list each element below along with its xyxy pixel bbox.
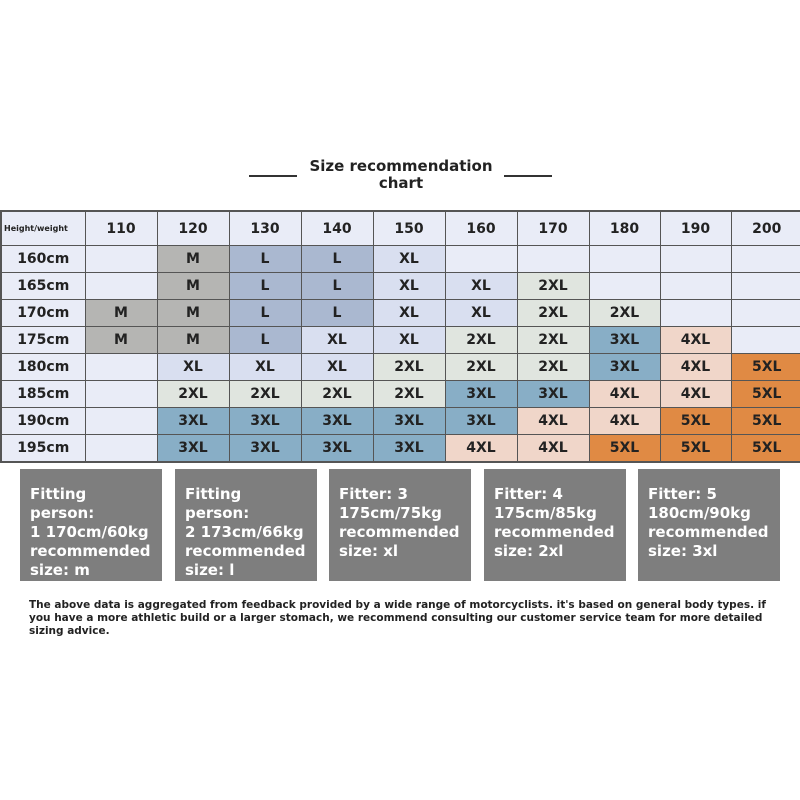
size-cell: XL [373,300,445,327]
size-cell [660,300,731,327]
table-row [1,354,800,381]
size-cell: L [301,300,373,327]
size-cell: 5XL [731,435,800,463]
size-cell: 5XL [589,435,660,463]
size-cell: XL [445,300,517,327]
size-cell: L [301,246,373,273]
fitter-card [484,469,626,581]
weight-header-cell: 110 [85,211,157,246]
size-cell: XL [157,354,229,381]
size-chart-table [0,210,800,463]
size-cell: 4XL [589,408,660,435]
size-cell: L [229,246,301,273]
size-cell [731,300,800,327]
size-cell: 2XL [517,327,589,354]
table-row [1,300,800,327]
size-cell: 2XL [373,381,445,408]
fitter-card [638,469,780,581]
table-row [1,408,800,435]
size-cell [85,435,157,463]
size-cell [85,408,157,435]
size-cell: 4XL [517,408,589,435]
size-cell: 3XL [157,435,229,463]
size-cell: XL [373,327,445,354]
height-label: 165cm [1,273,85,300]
size-cell [85,354,157,381]
size-cell: L [301,273,373,300]
size-cell: 4XL [445,435,517,463]
fitter-line: size: 2xl [494,542,564,560]
size-cell: L [229,300,301,327]
size-cell: 5XL [660,435,731,463]
size-cell: 3XL [301,435,373,463]
size-cell [660,273,731,300]
fitter-line: 175cm/75kg [339,504,442,522]
fitter-line: 2 173cm/66kg [185,523,304,541]
fitter-line: Fitter: 5 [648,485,717,503]
fitter-line: recommended [648,523,769,541]
page-title: Size recommendation chart [309,157,493,192]
size-cell: 3XL [301,408,373,435]
fitter-line: size: m [30,561,90,579]
size-cell: 3XL [517,381,589,408]
size-cell: XL [301,354,373,381]
size-cell: 2XL [517,273,589,300]
size-cell: M [85,300,157,327]
size-cell [85,246,157,273]
height-label: 170cm [1,300,85,327]
height-label: 190cm [1,408,85,435]
fitter-line: recommended [30,542,151,560]
table-row [1,246,800,273]
fitter-card [175,469,317,581]
size-cell [85,273,157,300]
weight-header-cell: 170 [517,211,589,246]
fitter-line: Fitting person: [30,485,95,522]
size-cell: XL [373,273,445,300]
size-cell: 2XL [373,354,445,381]
weight-header-cell: 140 [301,211,373,246]
fitter-line: 175cm/85kg [494,504,597,522]
size-cell: M [157,327,229,354]
size-cell [731,327,800,354]
size-cell: L [229,327,301,354]
chart-title-block [0,158,800,198]
size-cell: L [229,273,301,300]
size-cell: 2XL [229,381,301,408]
size-cell [589,273,660,300]
size-cell [517,246,589,273]
fitter-line: recommended [185,542,306,560]
table-row [1,435,800,463]
size-cell: 5XL [731,381,800,408]
size-cell: 2XL [517,300,589,327]
weight-header-cell: 150 [373,211,445,246]
title-rule-right [504,175,552,177]
fitter-card [20,469,162,581]
height-label: 160cm [1,246,85,273]
fitter-line: Fitter: 3 [339,485,408,503]
fitter-line: recommended [339,523,460,541]
size-cell: 2XL [445,354,517,381]
fitter-line: 1 170cm/60kg [30,523,149,541]
size-cell [85,381,157,408]
fitter-card [329,469,471,581]
size-cell: 3XL [589,327,660,354]
size-cell: 2XL [157,381,229,408]
size-cell: 2XL [301,381,373,408]
size-cell: 3XL [373,435,445,463]
size-cell: 4XL [517,435,589,463]
size-cell [660,246,731,273]
size-cell: XL [229,354,301,381]
weight-header-cell: 190 [660,211,731,246]
size-cell: 2XL [589,300,660,327]
height-label: 185cm [1,381,85,408]
title-rule-left [249,175,297,177]
size-cell: 3XL [157,408,229,435]
size-cell [731,273,800,300]
size-cell: 5XL [731,354,800,381]
size-cell: M [157,273,229,300]
table-row [1,273,800,300]
fitter-line: size: xl [339,542,399,560]
corner-label: Height/weight [1,211,85,246]
weight-header-cell: 180 [589,211,660,246]
height-label: 180cm [1,354,85,381]
weight-header-row [1,211,800,246]
size-cell [589,246,660,273]
size-cell: 5XL [731,408,800,435]
size-cell [731,246,800,273]
height-label: 175cm [1,327,85,354]
weight-header-cell: 120 [157,211,229,246]
weight-header-cell: 200 [731,211,800,246]
size-cell: 3XL [589,354,660,381]
height-label: 195cm [1,435,85,463]
table-row [1,381,800,408]
size-cell: M [157,300,229,327]
size-cell: XL [445,273,517,300]
weight-header-cell: 160 [445,211,517,246]
size-cell [445,246,517,273]
size-cell: XL [301,327,373,354]
size-cell: 5XL [660,408,731,435]
size-cell: M [157,246,229,273]
size-cell: 4XL [660,327,731,354]
size-cell: 4XL [589,381,660,408]
size-cell: XL [373,246,445,273]
size-cell: 2XL [445,327,517,354]
fitter-line: Fitter: 4 [494,485,563,503]
fitter-line: size: l [185,561,235,579]
fitter-line: recommended [494,523,615,541]
fitter-line: Fitting person: [185,485,250,522]
size-cell: 3XL [445,408,517,435]
fitter-line: size: 3xl [648,542,718,560]
size-cell: 4XL [660,381,731,408]
weight-header-cell: 130 [229,211,301,246]
sizing-disclaimer: The above data is aggregated from feedback provided by a wide range of motorcyclists. it's based on general body types. if you have a more athletic build or a larger stomach, we recommend consulting our customer service team for more detailed sizing advice. [29,599,766,637]
size-cell: M [85,327,157,354]
size-cell: 3XL [229,435,301,463]
size-cell: 3XL [445,381,517,408]
size-cell: 4XL [660,354,731,381]
fitter-line: 180cm/90kg [648,504,751,522]
size-cell: 3XL [229,408,301,435]
fitter-panel [20,469,780,581]
table-row [1,327,800,354]
size-cell: 3XL [373,408,445,435]
size-cell: 2XL [517,354,589,381]
